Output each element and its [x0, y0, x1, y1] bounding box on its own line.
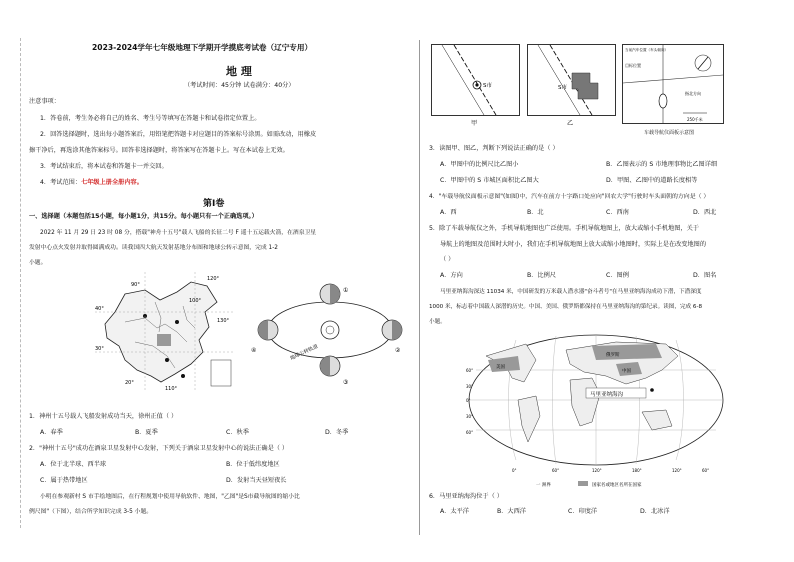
- q6-option-c[interactable]: C．印度洋: [568, 508, 598, 515]
- q3-stem: 3．读图甲、图乙，判断下列说法正确的是（ ）: [429, 145, 559, 152]
- earth-position-right: [382, 320, 402, 340]
- earth-position-left: [258, 320, 278, 340]
- launch-region: [157, 334, 171, 346]
- launch-site-marker: [175, 320, 179, 324]
- world-map: [466, 330, 726, 492]
- north-label: 指北方向: [685, 91, 701, 96]
- notes-heading: 注意事项：: [29, 98, 60, 105]
- lon-label: 120°: [207, 276, 220, 282]
- q5-option-a[interactable]: A．方向: [440, 272, 463, 279]
- lon-label: 120°: [672, 468, 682, 473]
- scope-highlight: 七年级上册全册内容。: [81, 179, 143, 186]
- figure-bing-nav-panel: [622, 44, 724, 124]
- city-area: [572, 73, 598, 99]
- q5-stem: （ ）: [440, 256, 455, 263]
- intro-q6: 1000 米，标志着中国载人深潜的历史。中国、美国、俄罗斯都保持在马里亚纳海沟的第纪录。读图，完成 6-8: [429, 304, 703, 310]
- note-item: 擦干净后，再选涂其他答案标号。回答非选择题时，将答案写在答题卡上。写在本试卷上无效。: [29, 147, 289, 154]
- q1-option-d[interactable]: D．冬季: [325, 429, 349, 436]
- country-label: 俄罗斯: [606, 353, 620, 358]
- lat-label: 30°: [466, 384, 474, 389]
- lat-label: 30°: [466, 414, 474, 419]
- q5-stem: 导航上的地图及范围时大时小，我们在手机导航地图上放大或缩小地图时，实际上是在改变地图的: [440, 241, 707, 248]
- q1-stem: 1．神州十五号载人飞船发射成功当天，徐州正值（ ）: [29, 413, 178, 420]
- q4-option-b[interactable]: B．北: [527, 209, 544, 216]
- lon-label: 130°: [217, 318, 230, 324]
- binding-line: [20, 38, 21, 528]
- section-instruction: 一、选择题（本题包括15小题，每小题1分，共15分。每小题只有一个正确选项。）: [29, 213, 258, 220]
- intro-q6: 小题。: [429, 319, 446, 325]
- legend-line-label: 一 洲界: [536, 483, 551, 488]
- country-label: 中国: [622, 369, 631, 374]
- lon-label: 120°: [592, 468, 602, 473]
- lon-label: 110°: [165, 386, 178, 392]
- north-arrow-icon: [698, 57, 708, 69]
- road-line: [623, 75, 723, 83]
- exam-title: 2023-2024学年七年级地理下学期开学摸底考试卷（辽宁专用）: [92, 43, 313, 52]
- figure-jia: [431, 44, 520, 116]
- section-title: 第Ⅰ卷: [203, 199, 225, 209]
- column-divider: [419, 40, 420, 535]
- note-item-scope: 4．考试范围：七年级上册全册内容。: [40, 179, 143, 186]
- q4-stem: 4．"车载导航仪面板示意图"(如图)中，汽车在前方十字路口处应向"回农大学"行驶时车头面朝的方向是（ ）: [429, 194, 710, 200]
- russia-shaded: [592, 344, 662, 360]
- position-label: ①: [343, 287, 349, 294]
- intro-q3: 例尺图"（下图），结合所学知识完成 3-5 小题。: [29, 509, 153, 515]
- lon-label: 90°: [131, 282, 140, 288]
- exam-info: （考试时间：45分钟 试卷满分：40分）: [184, 82, 295, 89]
- city-symbol-center: [475, 83, 478, 86]
- q6-option-a[interactable]: A．太平洋: [440, 508, 469, 515]
- note-item: 2．回答选择题时，选出每小题答案后，用铅笔把答题卡对应题目的答案标号涂黑。如需改动，用橡皮: [40, 131, 317, 138]
- q5-stem: 5．除了车载导航仪之外，手机导航地图也广泛使用。手机导航地图上，放大或缩小手机地图，关于: [429, 225, 699, 232]
- lon-label: 60°: [552, 468, 560, 473]
- q4-option-d[interactable]: D．西北: [693, 209, 717, 216]
- lat-label: 60°: [466, 368, 474, 373]
- earth-position-bottom: [320, 356, 340, 376]
- intro-paragraph: 2022 年 11 月 29 日 23 时 08 分，搭载"神舟十五号"载人飞船的长征二号 F 遥十五运载火箭，在酒泉卫星: [40, 230, 317, 236]
- figure-bing-caption: 车载导航仪面板示意图: [644, 130, 695, 136]
- lat-label: 60°: [466, 430, 474, 435]
- q5-option-d[interactable]: D．图名: [693, 272, 717, 279]
- lat-label: 20°: [125, 380, 134, 386]
- launch-site-marker: [165, 358, 169, 362]
- figure-jia-label: 甲: [471, 120, 478, 127]
- q1-option-c[interactable]: C．秋季: [226, 429, 249, 436]
- q5-option-b[interactable]: B．比例尺: [527, 272, 556, 279]
- q6-stem: 6．马里亚纳海沟位于（ ）: [429, 493, 503, 500]
- china-launch-sites-map: [95, 272, 235, 392]
- q3-option-b[interactable]: B．乙图表示的 S 市地理事物比乙图详细: [606, 161, 718, 168]
- q3-option-a[interactable]: A．甲图中的比例尺比乙图小: [440, 161, 519, 168]
- position-label: ②: [395, 347, 401, 354]
- trench-marker: [650, 388, 654, 392]
- figure-yi-label: 乙: [567, 120, 574, 127]
- road-line: [442, 45, 484, 115]
- lat-label: 30°: [95, 346, 104, 352]
- q1-option-a[interactable]: A．春季: [40, 429, 63, 436]
- q2-option-c[interactable]: C．属于热带地区: [40, 477, 88, 484]
- lon-label: 0°: [512, 468, 517, 473]
- q2-option-d[interactable]: D．发射当天昼短夜长: [226, 477, 287, 484]
- intro-q6: 马里亚纳海沟深达 11034 米，中国研发的万米载人潜水器"奋斗者号"在马里亚纳海沟成功下潜，下潜深度: [440, 289, 702, 295]
- target-label: 目标位置: [625, 63, 641, 68]
- car-icon: [659, 94, 667, 108]
- subject-title: 地 理: [226, 65, 252, 78]
- legend-box-label: 国家名或地区名所在国家: [592, 483, 642, 488]
- road-line: [454, 45, 496, 115]
- note-item: 3．考试结束后，将本试卷和答题卡一并交回。: [40, 163, 168, 170]
- q3-option-c[interactable]: C．甲图中的 S 市城区面积比乙图大: [440, 177, 539, 184]
- q4-option-c[interactable]: C．西南: [606, 209, 629, 216]
- country-label: 美国: [496, 365, 505, 370]
- scale-label: 250千米: [687, 117, 703, 122]
- figure-yi: [527, 44, 616, 116]
- q2-option-b[interactable]: B．位于低纬度地区: [226, 461, 280, 468]
- orbit-label: 地球公转轨道: [289, 343, 320, 362]
- q6-option-b[interactable]: B．大西洋: [497, 508, 526, 515]
- car-label: 当前汽车位置（车头朝向）: [625, 48, 669, 52]
- sun-core: [326, 326, 334, 334]
- earth-revolution-diagram: [251, 280, 405, 390]
- lat-label: 40°: [95, 306, 104, 312]
- city-label: S市: [483, 83, 492, 89]
- lon-label: 100°: [189, 298, 202, 304]
- position-label: ③: [343, 379, 349, 386]
- intro-paragraph: 小题。: [29, 260, 47, 266]
- lon-label: 180°: [632, 468, 642, 473]
- q2-stem: 2．"神州十五号"成功在酒泉卫星发射中心发射，下列关于酒泉卫星发射中心的说法正确是（ ）: [29, 445, 289, 452]
- city-label: S市: [558, 85, 567, 91]
- earth-position-top: [320, 284, 340, 304]
- trench-label: 马里亚纳海沟: [590, 392, 624, 398]
- q4-option-a[interactable]: A．西: [440, 209, 457, 216]
- position-label: ④: [251, 347, 257, 354]
- intro-paragraph: 发射中心点火发射并取得圆满成功。读我国四大航天发射基地分布图和地球公转示意图，完成 1-2: [29, 245, 278, 251]
- launch-site-marker: [181, 374, 185, 378]
- note-item: 1．答卷前，考生务必将自己的姓名、考生号等填写在答题卡和试卷指定位置上。: [40, 115, 261, 122]
- intro-q3: 小明在参观新村 S 市手绘地图后，在行程规划中使用导航软件、地图，"乙图"是S市截导航图的缩小比: [40, 494, 300, 500]
- south-china-sea-inset: [211, 360, 231, 386]
- lat-label: 0°: [466, 398, 471, 403]
- q2-option-a[interactable]: A．位于北半球、西半球: [40, 461, 107, 468]
- legend-swatch: [578, 481, 588, 486]
- q1-option-b[interactable]: B．夏季: [135, 429, 158, 436]
- q6-option-d[interactable]: D．北冰洋: [640, 508, 670, 515]
- q5-option-c[interactable]: C．图例: [606, 272, 629, 279]
- lon-label: 60°: [702, 468, 710, 473]
- q3-option-d[interactable]: D．甲图、乙图中的道路长度相等: [606, 177, 698, 184]
